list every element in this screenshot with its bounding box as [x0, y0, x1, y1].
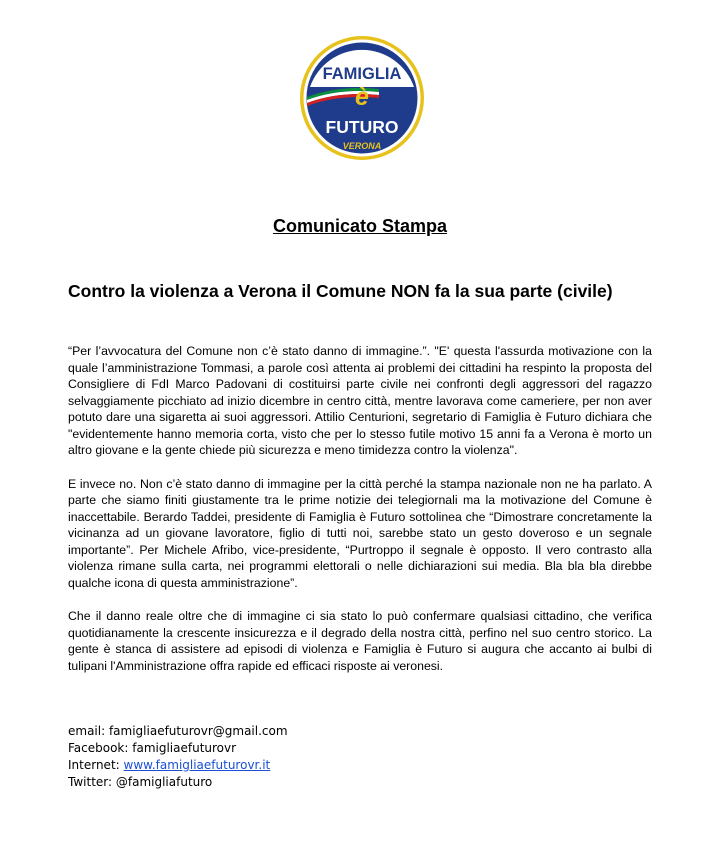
contact-internet-row — [68, 757, 288, 774]
twitter-label: Twitter: — [68, 775, 116, 789]
contact-info — [68, 723, 288, 791]
paragraph-3: Che il danno reale oltre che di immagine ci sia stato lo può confermare qualsiasi cittadino, che verifica quotidianamente la crescente insicurezza e il degrado della nostra città, perfino nel suo centro storico. La gente è stanca di assistere ad episodi di violenza e Famiglia è Futuro si augura che accanto ai bulbi di tulipani l'Amministrazione offra rapide ed efficaci risposte ai veronesi. — [68, 609, 652, 673]
contact-email-row — [68, 723, 288, 740]
logo-text-futuro: FUTURO — [325, 117, 399, 137]
headline: Contro la violenza a Verona il Comune NON fa la sua parte (civile) — [68, 281, 613, 301]
facebook-label: Facebook: — [68, 741, 133, 755]
famiglia-e-futuro-logo — [299, 35, 425, 161]
facebook-handle: famigliaefuturovr — [132, 741, 237, 755]
paragraph-1: “Per l’avvocatura del Comune non c’è stato danno di immagine.”. "E' questa l'assurda motivazione con la quale l’amministrazione Tommasi, a parole così attenta ai problemi dei cittadini ha respinto la proposta del Consigliere di FdI Marco Padovani di costituirsi parte civile nei confronti degli aggressori del ragazzo selvaggiamente picchiato ad inizio dicembre in centro città, mentre lavorava come cameriere, per non aver potuto dare una sigaretta ai suoi aggressori. Attilio Centurioni, segretario di Famiglia è Futuro dichiara che "evidentemente hanno memoria corta, visto che per lo stesso futile motivo 15 anni fa a Verona è morto un altro giovane e la gente chiede più sicurezza e meno timidezza contro la violenza". — [68, 344, 652, 457]
internet-label: Internet: — [68, 758, 124, 772]
email-address[interactable]: famigliaefuturovr@gmail.com — [108, 724, 288, 738]
logo-text-famiglia: FAMIGLIA — [322, 65, 402, 83]
logo-text-e: è — [355, 83, 369, 111]
twitter-handle: @famigliafuturo — [115, 775, 213, 789]
logo-text-verona: VERONA — [342, 141, 382, 151]
body-text — [68, 343, 652, 691]
paragraph-2: E invece no. Non c’è stato danno di immagine per la città perché la stampa nazionale non ne ha parlato. A parte che siamo finiti giustamente tra le prime notizie dei telegiornali ma la motivazione del Comune è inaccettabile. Berardo Taddei, presidente di Famiglia è Futuro sottolinea che “Dimostrare concretamente la vicinanza ad un giovane lavoratore, figlio di tutti noi, sarebbe stato un gesto doveroso e un segnale importante”. Per Michele Afribo, vice-presidente, “Purtroppo il segnale è opposto. Il vero contrasto alla violenza rimane sulla carta, nei programmi elettorali o nelle dichiarazioni sui media. Bla bla bla direbbe qualche icona di questa amministrazione”. — [68, 476, 652, 590]
website-link[interactable]: www.famigliaefuturovr.it — [123, 758, 271, 772]
contact-facebook-row — [68, 740, 288, 757]
contact-twitter-row — [68, 774, 288, 791]
email-label: email: — [68, 724, 109, 738]
document-title: Comunicato Stampa — [272, 216, 448, 236]
